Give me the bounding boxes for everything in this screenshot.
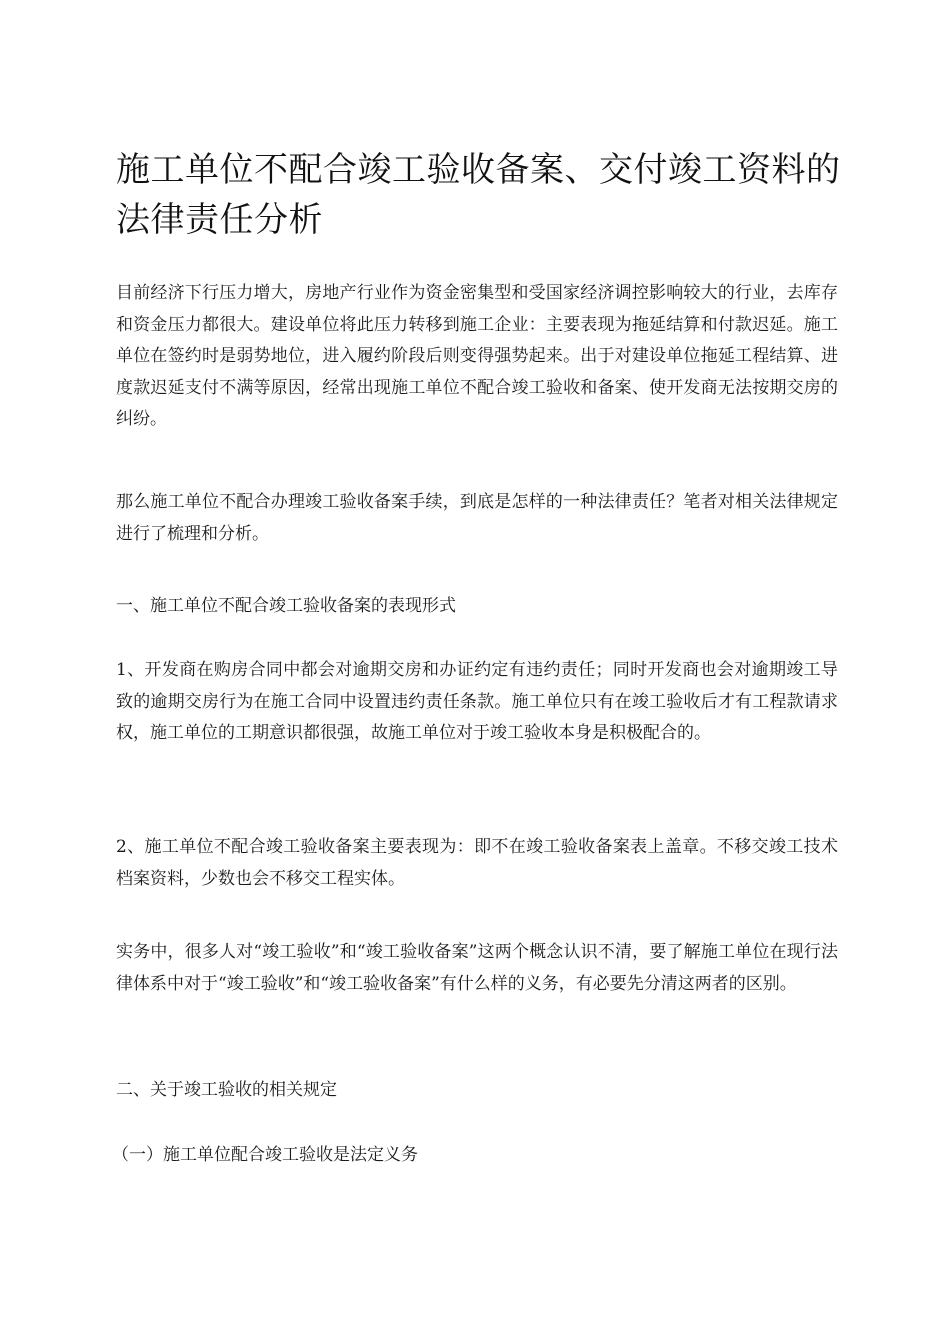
section-heading-2: 二、关于竣工验收的相关规定 xyxy=(116,1080,337,1100)
paragraph-practice: 实务中，很多人对“竣工验收”和“竣工验收备案”这两个概念认识不清，要了解施工单位在现行法律体系中对于“竣工验收”和“竣工验收备案”有什么样的义务，有必要先分清这两者的区别。 xyxy=(116,942,838,994)
section-heading-1: 一、施工单位不配合竣工验收备案的表现形式 xyxy=(116,596,456,616)
paragraph-intro: 目前经济下行压力增大，房地产行业作为资金密集型和受国家经济调控影响较大的行业，去库存和资金压力都很大。建设单位将此压力转移到施工企业：主要表现为拖延结算和付款迟延。施工单位在签约时是弱势地位，进入履约阶段后则变得强势起来。出于对建设单位拖延工程结算、进度款迟延支付不满等原因，经常出现施工单位不配合竣工验收和备案、使开发商无法按期交房的纠纷。 xyxy=(116,283,838,429)
paragraph-question: 那么施工单位不配合办理竣工验收备案手续，到底是怎样的一种法律责任？笔者对相关法律规定进行了梳理和分析。 xyxy=(116,492,838,544)
document-title: 施工单位不配合竣工验收备案、交付竣工资料的法律责任分析 xyxy=(116,150,841,240)
subsection-heading-1: （一）施工单位配合竣工验收是法定义务 xyxy=(112,1145,418,1165)
paragraph-point-2: 2、施工单位不配合竣工验收备案主要表现为：即不在竣工验收备案表上盖章。不移交竣工技术档案资料，少数也会不移交工程实体。 xyxy=(116,837,838,889)
paragraph-point-1: 1、开发商在购房合同中都会对逾期交房和办证约定有违约责任；同时开发商也会对逾期竣工导致的逾期交房行为在施工合同中设置违约责任条款。施工单位只有在竣工验收后才有工程款请求权，施工单位的工期意识都很强，故施工单位对于竣工验收本身是积极配合的。 xyxy=(116,660,838,743)
